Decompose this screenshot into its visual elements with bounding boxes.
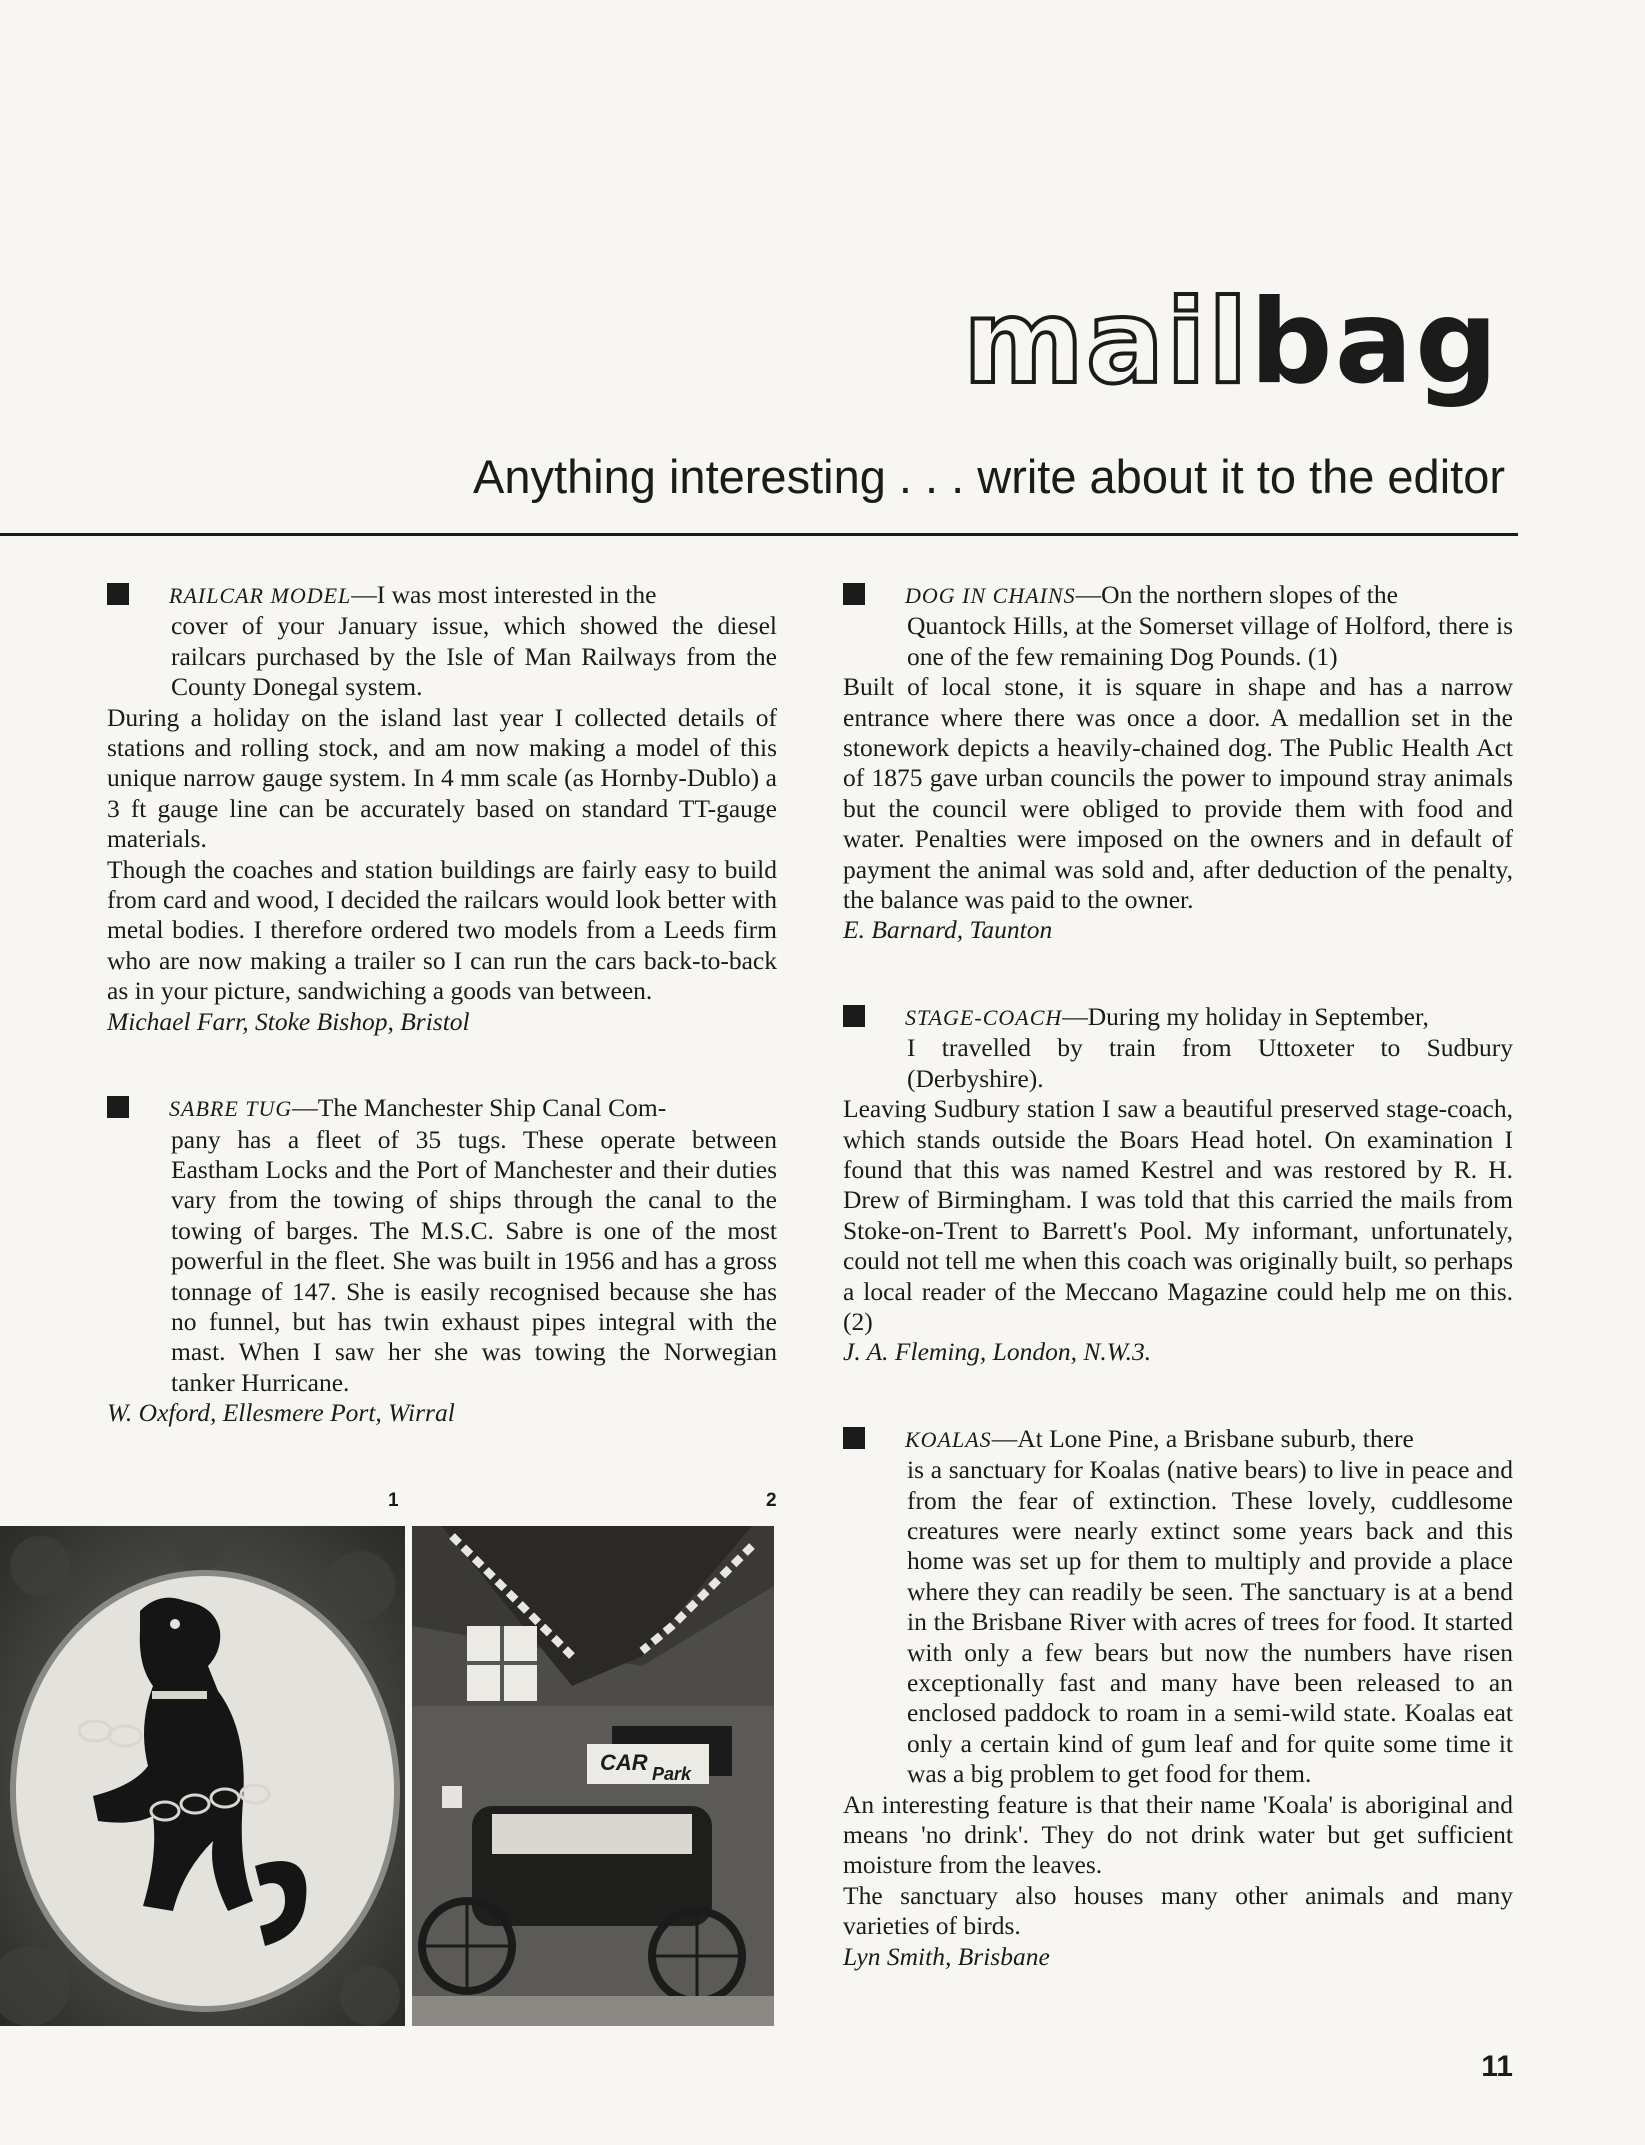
letter-dog-in-chains [843,580,1513,946]
letter-heading: KOALAS [905,1426,992,1452]
page-number: 11 [1481,2050,1513,2083]
left-column [107,580,777,1485]
square-bullet-icon [843,1427,865,1449]
letter-first-line: —I was most interested in the [351,580,657,609]
letter-koalas [843,1424,1513,1972]
letter-first-line: —The Manchester Ship Canal Com- [292,1093,667,1123]
masthead-bag: bag [1249,275,1500,410]
mailbag-masthead [962,275,1500,410]
letter-signature: E. Barnard, Taunton [843,915,1053,945]
car-park-sign-text-2: CAR [600,1750,648,1775]
letter-lead [843,580,1513,611]
letter-signature: Lyn Smith, Brisbane [843,1941,1050,1971]
letter-stage-coach [843,1002,1513,1368]
letter-paragraph: cover of your January issue, which showed the diesel railcars purchased by the Isle of Man Railways from the County Donegal system. [171,611,777,702]
letter-lead [843,1424,1513,1455]
letter-signature: Michael Farr, Stoke Bishop, Bristol [107,1006,470,1036]
square-bullet-icon [107,1096,129,1118]
letter-first-line: —During my holiday in September, [1062,1001,1429,1031]
right-column [843,580,1513,2028]
letter-heading: DOG IN CHAINS [905,583,1076,608]
letter-lead [107,1093,777,1124]
letter-first-line: —At Lone Pine, a Brisbane suburb, there [991,1423,1414,1453]
dog-medallion-image [0,1526,405,2026]
letter-first-line: —On the northern slopes of the [1075,580,1398,609]
photo-number-1: 1 [388,1490,399,1511]
tagline: Anything interesting . . . write about it to the editor [473,450,1505,503]
letter-heading: STAGE-COACH [905,1004,1063,1030]
letter-paragraph: is a sanctuary for Koalas (native bears) to live in peace and from the fear of extinction. These lovely, cuddlesome creatures were nearly extinct some years back and this home was set up for them to multiply and provide a place where they can readily be seen. The sanctuary is at a bend in the Brisbane River with acres of trees for food. It started with only a few bears but now the numbers have risen exceptionally fast and many have been released to an enclosed paddock to roam in a semi-wild state. Koalas eat only a certain kind of gum leaf and for quite some time it was a big problem to get food for them. [907,1455,1513,1789]
letter-paragraph: Leaving Sudbury station I saw a beautiful preserved stage-coach, which stands outside the Boars Head hotel. On examination I found that this was named Kestrel and was restored by R. H. Drew of Birmingham. I was told that this carried the mails from Stoke-on-Trent to Barrett's Pool. My informant, unfortunately, could not tell me when this coach was originally built, so perhaps a local reader of the Meccano Magazine could help me on this. (2) [843,1094,1513,1336]
letter-lead [843,1002,1513,1033]
stage-coach-image [412,1526,774,2026]
square-bullet-icon [843,583,865,605]
letter-paragraph: Quantock Hills, at the Somerset village of Holford, there is one of the few remaining Dog Pounds. (1) [907,611,1513,671]
car-park-sign-text-3: Park [652,1764,692,1784]
photo-dog-medallion [0,1526,405,2026]
photo-number-2: 2 [766,1490,777,1511]
letter-paragraph: Though the coaches and station buildings are fairly easy to build from card and wood, I decided the railcars would look better with metal bodies. I therefore ordered two models from a Leeds firm who are now making a trailer so I can run the cars back-to-back as in your picture, sandwiching a goods van between. [107,854,777,1006]
square-bullet-icon [107,583,129,605]
header-rule [0,533,1518,536]
photo-stage-coach [412,1526,774,2026]
letter-lead [107,580,777,611]
letter-heading: SABRE TUG [169,1096,293,1122]
letter-railcar-model [107,580,777,1037]
letter-paragraph: The sanctuary also houses many other animals and many varieties of birds. [843,1880,1513,1941]
letter-signature: J. A. Fleming, London, N.W.3. [843,1337,1152,1367]
letter-sabre-tug [107,1093,777,1428]
letter-paragraph: pany has a fleet of 35 tugs. These operate between Eastham Locks and the Port of Manchester and their duties vary from the towing of ships through the canal to the towing of barges. The M.S.C. Sabre is one of the most powerful in the fleet. She was built in 1956 and has a gross tonnage of 147. She is easily recognised because she has no funnel, but has twin exhaust pipes integral with the mast. When I saw her she was towing the Norwegian tanker Hurricane. [171,1124,777,1397]
letter-paragraph: During a holiday on the island last year I collected details of stations and rolling stock, and am now making a model of this unique narrow gauge system. In 4 mm scale (as Hornby-Dublo) a 3 ft gauge line can be accurately based on standard TT-gauge materials. [107,702,777,854]
letter-paragraph: Built of local stone, it is square in shape and has a narrow entrance where there was once a door. A medallion set in the stonework depicts a heavily-chained dog. The Public Health Act of 1875 gave urban councils the power to impound stray animals but the council were obliged to provide them with food and water. Penalties were imposed on the owners and in default of payment the animal was sold and, after deduction of the penalty, the balance was paid to the owner. [843,672,1513,915]
letter-heading: RAILCAR MODEL [169,583,352,608]
square-bullet-icon [843,1005,865,1027]
masthead-mail: mail [962,275,1250,410]
letter-signature: W. Oxford, Ellesmere Port, Wirral [107,1398,455,1428]
letter-paragraph: An interesting feature is that their name 'Koala' is aboriginal and means 'no drink'. They do not drink water but get sufficient moisture from the leaves. [843,1789,1513,1880]
letter-paragraph: I travelled by train from Uttoxeter to Sudbury (Derbyshire). [907,1033,1513,1093]
